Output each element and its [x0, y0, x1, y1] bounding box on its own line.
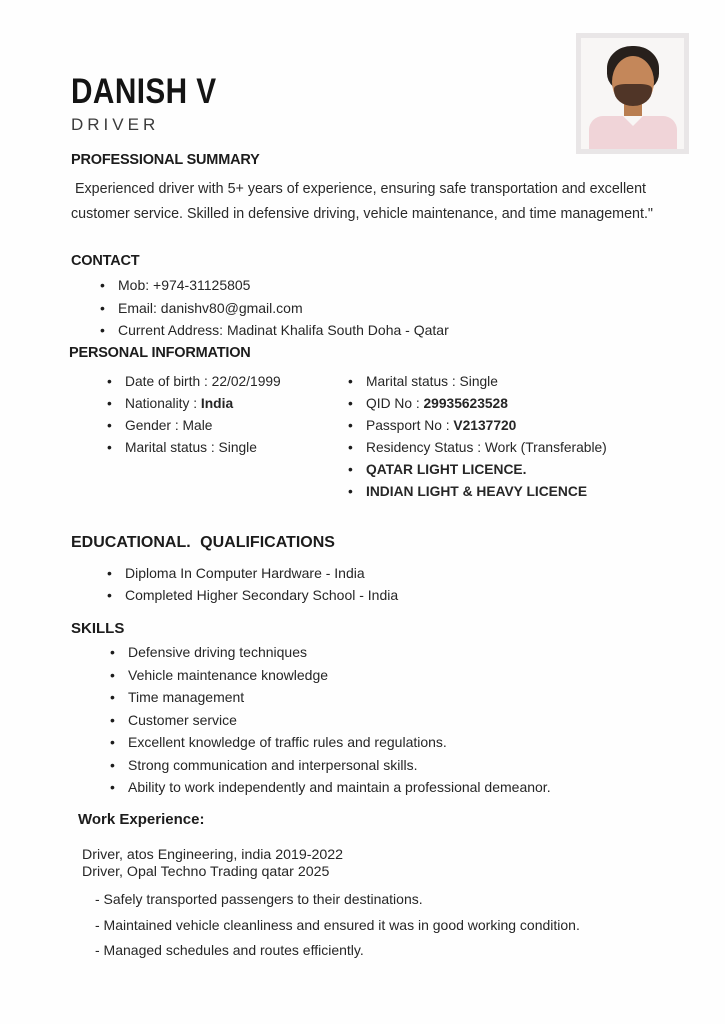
job-entry: Driver, atos Engineering, india 2019-2022 [82, 847, 344, 863]
personal-information-heading: PERSONAL INFORMATION [69, 345, 251, 361]
professional-summary-heading: PROFESSIONAL SUMMARY [71, 152, 260, 168]
contact-item-email: • Email: danishv80@gmail.com [100, 300, 690, 316]
contact-list [100, 277, 690, 338]
personal-info-item-nationality: • Nationality : India [107, 396, 345, 411]
education-list [107, 565, 690, 603]
education-item: • Completed Higher Secondary School - India [107, 587, 690, 603]
personal-information-left-list [107, 374, 345, 506]
personal-info-item-qatar-licence: • QATAR LIGHT LICENCE. [348, 462, 690, 477]
personal-info-item-passport: • Passport No : V2137720 [348, 418, 690, 433]
personal-info-item-gender: • Gender : Male [107, 418, 345, 433]
job-entry: Driver, Opal Techno Trading qatar 2025 [82, 864, 330, 880]
duty-item: - Safely transported passengers to their destinations. [95, 891, 423, 907]
skill-item: • Excellent knowledge of traffic rules and regulations. [110, 734, 690, 750]
skill-item: • Defensive driving techniques [110, 644, 690, 660]
portrait-collar [623, 116, 643, 126]
skill-item: • Customer service [110, 712, 690, 728]
personal-info-item-indian-licence: • INDIAN LIGHT & HEAVY LICENCE [348, 484, 690, 499]
duty-item: - Maintained vehicle cleanliness and ensured it was in good working condition. [95, 916, 580, 933]
personal-info-item-qid: • QID No : 29935623528 [348, 396, 690, 411]
candidate-name: DANISH V [71, 72, 217, 111]
personal-information-columns [71, 374, 690, 506]
skill-item: • Strong communication and interpersonal skills. [110, 757, 690, 773]
personal-info-item-marital-status-2: • Marital status : Single [348, 374, 690, 389]
professional-summary-text: Experienced driver with 5+ years of experience, ensuring safe transportation and excellent customer service. Skilled in defensive driving, vehicle maintenance, and time management." [71, 181, 654, 222]
skill-item: • Vehicle maintenance knowledge [110, 667, 690, 683]
duty-item: - Managed schedules and routes efficiently. [95, 942, 364, 958]
work-experience-duties [95, 892, 690, 958]
skill-item: • Ability to work independently and maintain a professional demeanor. [110, 779, 690, 795]
personal-information-right-list [348, 374, 690, 506]
skills-list [110, 644, 690, 795]
skills-heading: SKILLS [71, 620, 125, 637]
portrait-beard [614, 84, 652, 106]
contact-item-address: • Current Address: Madinat Khalifa South Doha - Qatar [100, 322, 690, 338]
skill-item: • Time management [110, 689, 690, 705]
personal-info-item-marital-status: • Marital status : Single [107, 440, 345, 455]
personal-info-item-residency: • Residency Status : Work (Transferable) [348, 440, 690, 455]
candidate-job-title: DRIVER [71, 115, 160, 134]
personal-info-item-dob: • Date of birth : 22/02/1999 [107, 374, 345, 389]
contact-item-mobile: • Mob: +974-31125805 [100, 277, 690, 293]
education-item: • Diploma In Computer Hardware - India [107, 565, 690, 581]
education-heading: EDUCATIONAL. QUALIFICATIONS [71, 534, 335, 551]
work-experience-heading: Work Experience: [78, 811, 205, 828]
work-experience-jobs [82, 847, 690, 881]
contact-heading: CONTACT [71, 253, 140, 269]
